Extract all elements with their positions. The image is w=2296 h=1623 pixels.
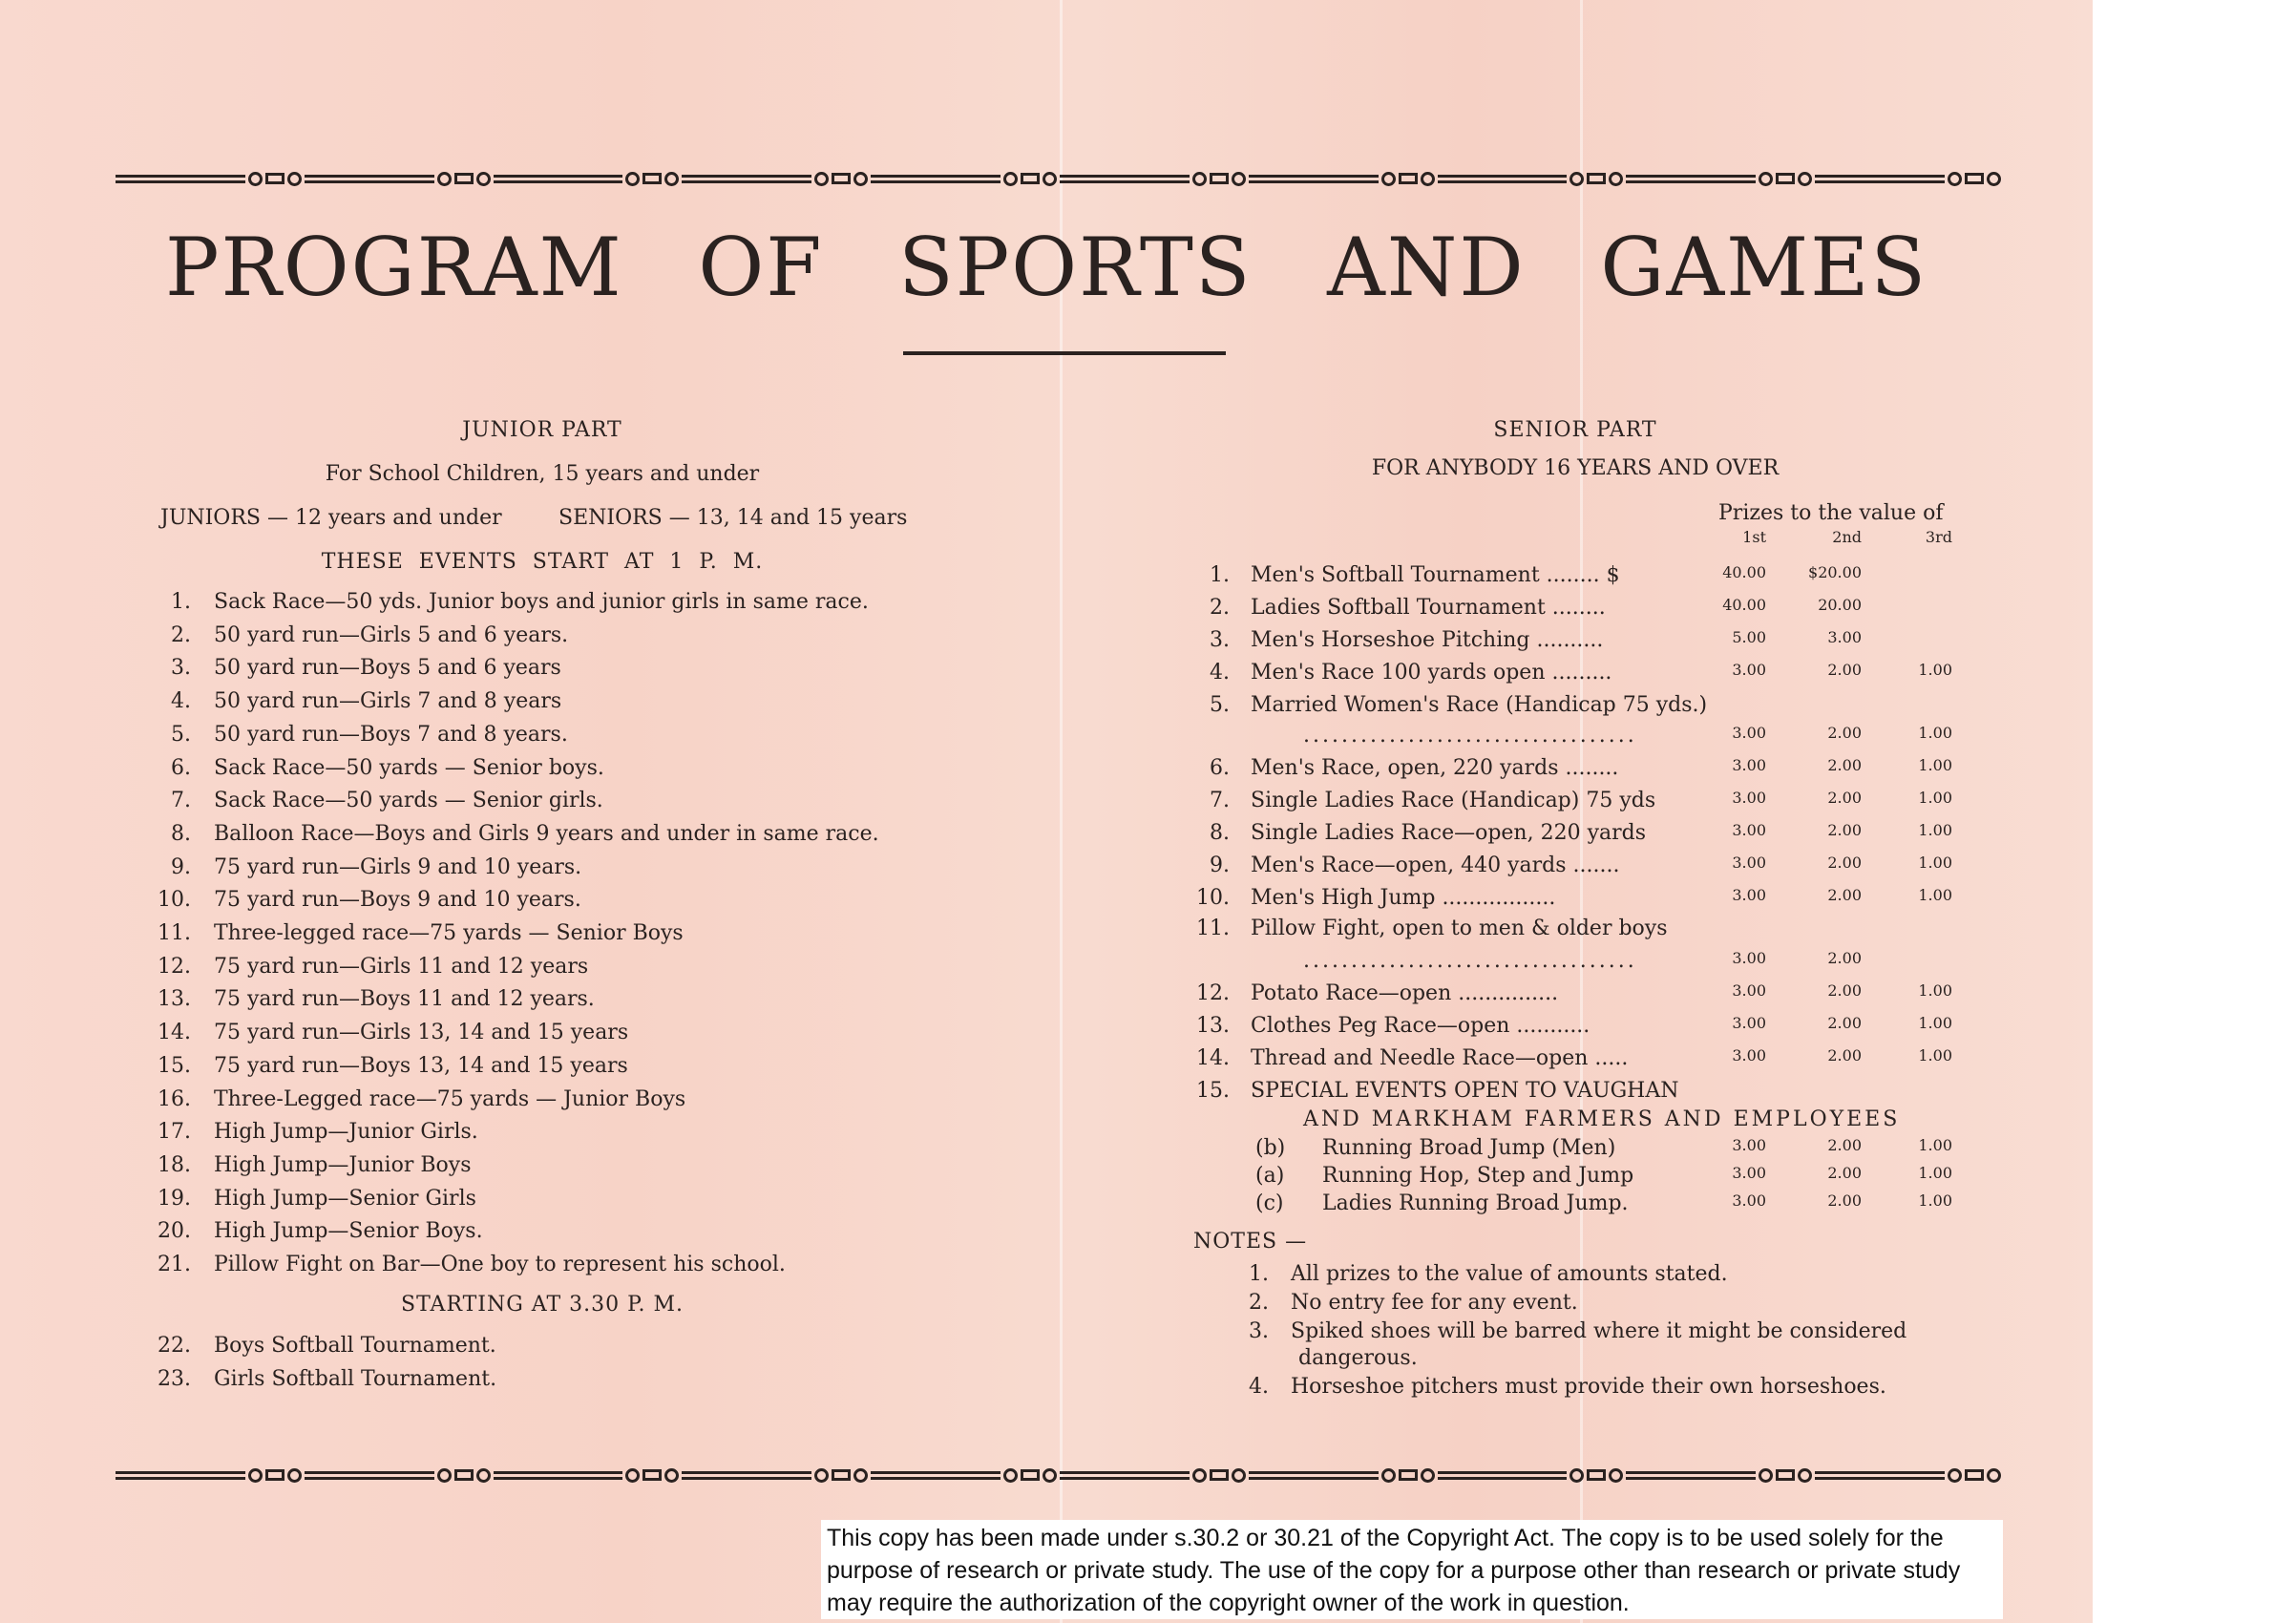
border-segment: [1626, 1471, 1756, 1480]
border-ornament: [1569, 1468, 1584, 1483]
event-number: 21.: [158, 1253, 191, 1276]
border-segment: [1060, 1471, 1190, 1480]
border-segment: [1249, 175, 1379, 183]
border-ornament: [248, 172, 263, 186]
event-number: 5.: [171, 722, 191, 747]
event-text: High Jump—Senior Boys.: [214, 1219, 483, 1244]
prize-1st: 3.00: [1732, 1136, 1766, 1154]
event-text: 50 yard run—Girls 5 and 6 years.: [214, 622, 569, 647]
event-text: 75 yard run—Boys 13, 14 and 15 years: [214, 1053, 628, 1078]
border-ornament: [664, 172, 679, 186]
border-ornament: [1210, 1469, 1229, 1481]
junior-subheading: For School Children, 15 years and under: [325, 462, 760, 486]
notes-heading: NOTES —: [1193, 1230, 1308, 1254]
special-event-key: (c): [1255, 1191, 1284, 1215]
prize-2nd: 2.00: [1827, 1014, 1862, 1032]
note-text: Spiked shoes will be barred where it might be considered: [1291, 1319, 1907, 1343]
prize-2nd: 2.00: [1827, 789, 1862, 807]
border-ornament: [1399, 1469, 1418, 1481]
event-number: 3.: [171, 656, 191, 681]
event-text: Men's Race, open, 220 yards ........: [1251, 756, 1619, 780]
event-text: AND MARKHAM FARMERS AND EMPLOYEES: [1303, 1107, 1901, 1131]
event-number: 20.: [158, 1219, 191, 1244]
event-number: 17.: [158, 1120, 191, 1145]
event-text: High Jump—Senior Girls: [214, 1186, 476, 1211]
prize-3rd: 1.00: [1918, 886, 1952, 904]
border-segment: [305, 175, 434, 183]
prize-1st: 3.00: [1732, 949, 1766, 967]
prize-1st: 3.00: [1732, 854, 1766, 872]
special-event-text: Running Hop, Step and Jump: [1322, 1164, 1634, 1188]
prize-1st: 3.00: [1732, 821, 1766, 839]
special-event-key: (a): [1255, 1164, 1285, 1188]
page-title: PROGRAM OF SPORTS AND GAMES: [164, 221, 1928, 314]
border-ornament: [287, 1468, 302, 1483]
prize-3rd: 1.00: [1918, 756, 1952, 774]
border-segment: [1438, 1471, 1568, 1480]
border-ornament: [1759, 172, 1773, 186]
copyright-notice: This copy has been made under s.30.2 or 30.21 of the Copyright Act. The copy is to be used solely for the purpose of research or private study. The use of the copy for a purpose other than research or private study may require the authorization of the copyright owner of the work in question.: [821, 1520, 2003, 1619]
event-text: Pillow Fight, open to men & older boys: [1251, 917, 1668, 940]
event-text: Three-Legged race—75 yards — Junior Boys: [214, 1086, 686, 1111]
event-text: Sack Race—50 yards — Senior girls.: [214, 789, 603, 813]
event-text: 75 yard run—Girls 13, 14 and 15 years: [214, 1021, 629, 1045]
prize-3rd: 1.00: [1918, 854, 1952, 872]
border-ornament: [437, 1468, 452, 1483]
border-ornament: [1948, 172, 1962, 186]
event-number: 11.: [1196, 917, 1230, 940]
event-text: Clothes Peg Race—open ...........: [1251, 1014, 1590, 1038]
prize-2nd: 2.00: [1827, 949, 1862, 967]
event-number: 11.: [158, 921, 191, 945]
border-ornament: [1798, 172, 1812, 186]
event-number: 6.: [171, 755, 191, 780]
event-text: 75 yard run—Boys 9 and 10 years.: [214, 888, 581, 913]
event-number: 13.: [158, 987, 191, 1012]
event-text: Sack Race—50 yards — Senior boys.: [214, 755, 604, 780]
event-text: Boys Softball Tournament.: [214, 1334, 496, 1358]
event-text: Men's Race 100 yards open .........: [1251, 661, 1612, 685]
prize-2nd: 20.00: [1818, 596, 1862, 614]
border-segment: [494, 175, 623, 183]
event-number: 12.: [158, 954, 191, 979]
special-event-text: Running Broad Jump (Men): [1322, 1136, 1616, 1160]
event-text: 75 yard run—Girls 9 and 10 years.: [214, 854, 582, 879]
event-number: 19.: [158, 1186, 191, 1211]
event-text: High Jump—Junior Girls.: [214, 1120, 478, 1145]
border-segment: [682, 175, 811, 183]
event-text: Men's High Jump .................: [1251, 886, 1556, 910]
border-ornament: [1021, 1469, 1040, 1481]
prize-3rd: 1.00: [1918, 821, 1952, 839]
border-ornament: [1003, 1468, 1018, 1483]
event-text: Men's Horseshoe Pitching ..........: [1251, 628, 1604, 652]
event-number: 4.: [171, 689, 191, 714]
border-ornament: [664, 1468, 679, 1483]
event-text: Thread and Needle Race—open .....: [1251, 1046, 1629, 1070]
border-ornament: [1421, 172, 1435, 186]
junior-start-heading: THESE EVENTS START AT 1 P. M.: [321, 550, 764, 574]
border-ornament: [1609, 1468, 1623, 1483]
prize-1st: 3.00: [1732, 789, 1766, 807]
event-text: 50 yard run—Boys 5 and 6 years: [214, 656, 561, 681]
border-ornament: [853, 172, 868, 186]
border-ornament: [265, 1469, 284, 1481]
border-ornament: [642, 173, 662, 184]
prize-3rd: 1.00: [1918, 724, 1952, 742]
border-ornament: [265, 173, 284, 184]
border-ornament: [1381, 172, 1396, 186]
border-ornament: [625, 172, 640, 186]
prize-3rd: 1.00: [1918, 1014, 1952, 1032]
prize-2nd: $20.00: [1808, 563, 1862, 581]
junior-heading: JUNIOR PART: [462, 418, 622, 442]
event-text: 75 yard run—Boys 11 and 12 years.: [214, 987, 595, 1012]
ornamental-border-top: [113, 170, 2001, 187]
event-text: Three-legged race—75 yards — Senior Boys: [214, 921, 684, 945]
border-segment: [1060, 175, 1190, 183]
prize-2nd: 2.00: [1827, 724, 1862, 742]
event-text: Potato Race—open ...............: [1251, 981, 1559, 1005]
prize-2nd: 2.00: [1827, 1136, 1862, 1154]
border-segment: [1438, 175, 1568, 183]
border-ornament: [1609, 172, 1623, 186]
prize-3rd: 1.00: [1918, 661, 1952, 679]
event-number: 13.: [1196, 1014, 1230, 1038]
prize-1st: 3.00: [1732, 886, 1766, 904]
border-segment: [116, 1471, 245, 1480]
senior-heading: SENIOR PART: [1493, 418, 1657, 442]
border-ornament: [814, 172, 829, 186]
event-number: 6.: [1210, 756, 1230, 780]
note-number: 4.: [1249, 1375, 1269, 1399]
border-ornament: [1776, 173, 1795, 184]
prize-1st: 3.00: [1732, 756, 1766, 774]
border-segment: [494, 1471, 623, 1480]
prize-col-2nd: 2nd: [1832, 528, 1862, 546]
prize-3rd: 1.00: [1918, 1191, 1952, 1210]
border-ornament: [1587, 173, 1606, 184]
event-text: Married Women's Race (Handicap 75 yds.): [1251, 693, 1708, 717]
border-segment: [871, 175, 1001, 183]
prize-2nd: 2.00: [1827, 1046, 1862, 1064]
prize-1st: 3.00: [1732, 1164, 1766, 1182]
event-number: 8.: [1210, 821, 1230, 845]
border-segment: [116, 175, 245, 183]
prize-1st: 40.00: [1722, 596, 1766, 614]
event-number: 2.: [1210, 596, 1230, 620]
event-number: 3.: [1210, 628, 1230, 652]
event-text: Balloon Race—Boys and Girls 9 years and under in same race.: [214, 821, 879, 846]
event-text: 50 yard run—Girls 7 and 8 years: [214, 689, 562, 714]
prize-1st: 5.00: [1732, 628, 1766, 646]
prize-1st: 3.00: [1732, 724, 1766, 742]
border-ornament: [642, 1469, 662, 1481]
prize-3rd: 1.00: [1918, 1164, 1952, 1182]
event-text: 50 yard run—Boys 7 and 8 years.: [214, 722, 568, 747]
border-ornament: [1003, 172, 1018, 186]
title-underline: [903, 351, 1226, 355]
border-ornament: [625, 1468, 640, 1483]
border-ornament: [1569, 172, 1584, 186]
event-number: 7.: [171, 789, 191, 813]
event-number: 15.: [158, 1053, 191, 1078]
event-text: ...................................: [1303, 949, 1637, 973]
event-text: Girls Softball Tournament.: [214, 1367, 497, 1391]
prize-2nd: 2.00: [1827, 821, 1862, 839]
prize-3rd: 1.00: [1918, 789, 1952, 807]
event-number: 15.: [1196, 1079, 1230, 1103]
border-ornament: [1043, 1468, 1057, 1483]
prize-2nd: 3.00: [1827, 628, 1862, 646]
prizes-label: Prizes to the value of: [1718, 501, 1944, 525]
prize-2nd: 2.00: [1827, 854, 1862, 872]
border-ornament: [1948, 1468, 1962, 1483]
event-text: SPECIAL EVENTS OPEN TO VAUGHAN: [1251, 1079, 1679, 1103]
prize-col-1st: 1st: [1742, 528, 1766, 546]
seniors-age-label: SENIORS — 13, 14 and 15 years: [558, 506, 908, 530]
border-segment: [682, 1471, 811, 1480]
event-text: Men's Softball Tournament ........ $: [1251, 563, 1620, 587]
prize-2nd: 2.00: [1827, 1164, 1862, 1182]
prize-1st: 3.00: [1732, 1014, 1766, 1032]
event-number: 2.: [171, 622, 191, 647]
border-ornament: [1399, 173, 1418, 184]
note-text: dangerous.: [1298, 1346, 1418, 1370]
border-ornament: [454, 173, 474, 184]
border-ornament: [1192, 172, 1207, 186]
border-ornament: [1776, 1469, 1795, 1481]
border-ornament: [1587, 1469, 1606, 1481]
border-ornament: [832, 1469, 851, 1481]
border-ornament: [1987, 172, 2001, 186]
special-event-text: Ladies Running Broad Jump.: [1322, 1191, 1629, 1215]
prize-3rd: 1.00: [1918, 981, 1952, 1000]
border-ornament: [1210, 173, 1229, 184]
border-ornament: [814, 1468, 829, 1483]
senior-subheading: FOR ANYBODY 16 YEARS AND OVER: [1371, 456, 1780, 480]
border-ornament: [1232, 172, 1246, 186]
prize-2nd: 2.00: [1827, 886, 1862, 904]
prize-col-3rd: 3rd: [1925, 528, 1952, 546]
border-ornament: [1043, 172, 1057, 186]
border-ornament: [832, 173, 851, 184]
note-text: No entry fee for any event.: [1291, 1291, 1578, 1315]
border-segment: [871, 1471, 1001, 1480]
event-text: Sack Race—50 yds. Junior boys and junior girls in same race.: [214, 590, 869, 614]
event-text: High Jump—Junior Boys: [214, 1152, 472, 1177]
event-text: Ladies Softball Tournament ........: [1251, 596, 1606, 620]
border-ornament: [1192, 1468, 1207, 1483]
event-number: 18.: [158, 1152, 191, 1177]
border-ornament: [1021, 173, 1040, 184]
special-event-key: (b): [1255, 1136, 1286, 1160]
event-number: 8.: [171, 821, 191, 846]
border-ornament: [454, 1469, 474, 1481]
event-number: 9.: [171, 854, 191, 879]
prize-3rd: 1.00: [1918, 1136, 1952, 1154]
event-number: 7.: [1210, 789, 1230, 812]
event-number: 22.: [158, 1334, 191, 1358]
prize-1st: 40.00: [1722, 563, 1766, 581]
border-ornament: [1965, 1469, 1984, 1481]
border-segment: [1815, 1471, 1945, 1480]
border-ornament: [1965, 173, 1984, 184]
event-text: Single Ladies Race—open, 220 yards: [1251, 821, 1647, 845]
border-ornament: [1381, 1468, 1396, 1483]
border-ornament: [437, 172, 452, 186]
juniors-age-label: JUNIORS — 12 years and under: [160, 506, 502, 530]
note-text: All prizes to the value of amounts stated.: [1291, 1262, 1728, 1286]
border-segment: [305, 1471, 434, 1480]
border-ornament: [1232, 1468, 1246, 1483]
event-number: 10.: [158, 888, 191, 913]
event-text: ...................................: [1303, 724, 1637, 748]
border-ornament: [476, 172, 491, 186]
event-text: Single Ladies Race (Handicap) 75 yds: [1251, 789, 1656, 812]
note-number: 3.: [1249, 1319, 1269, 1343]
border-ornament: [476, 1468, 491, 1483]
event-number: 23.: [158, 1367, 191, 1391]
prize-1st: 3.00: [1732, 981, 1766, 1000]
border-ornament: [1798, 1468, 1812, 1483]
event-number: 14.: [158, 1021, 191, 1045]
event-number: 9.: [1210, 854, 1230, 877]
prize-2nd: 2.00: [1827, 981, 1862, 1000]
event-number: 10.: [1196, 886, 1230, 910]
note-number: 2.: [1249, 1291, 1269, 1315]
note-text: Horseshoe pitchers must provide their own horseshoes.: [1291, 1375, 1886, 1399]
border-ornament: [853, 1468, 868, 1483]
border-ornament: [1421, 1468, 1435, 1483]
event-text: Men's Race—open, 440 yards .......: [1251, 854, 1620, 877]
event-number: 1.: [1210, 563, 1230, 587]
event-number: 1.: [171, 590, 191, 614]
ornamental-border-bottom: [113, 1466, 2001, 1484]
event-text: 75 yard run—Girls 11 and 12 years: [214, 954, 589, 979]
prize-2nd: 2.00: [1827, 1191, 1862, 1210]
event-number: 12.: [1196, 981, 1230, 1005]
border-ornament: [287, 172, 302, 186]
prize-2nd: 2.00: [1827, 756, 1862, 774]
prize-1st: 3.00: [1732, 1046, 1766, 1064]
event-number: 14.: [1196, 1046, 1230, 1070]
prize-1st: 3.00: [1732, 661, 1766, 679]
border-ornament: [1759, 1468, 1773, 1483]
note-number: 1.: [1249, 1262, 1269, 1286]
event-number: 4.: [1210, 661, 1230, 685]
event-text: Pillow Fight on Bar—One boy to represent his school.: [214, 1253, 786, 1276]
border-ornament: [248, 1468, 263, 1483]
prize-1st: 3.00: [1732, 1191, 1766, 1210]
border-segment: [1815, 175, 1945, 183]
event-number: 5.: [1210, 693, 1230, 717]
border-segment: [1626, 175, 1756, 183]
event-number: 16.: [158, 1086, 191, 1111]
prize-2nd: 2.00: [1827, 661, 1862, 679]
border-ornament: [1987, 1468, 2001, 1483]
junior-later-heading: STARTING AT 3.30 P. M.: [401, 1293, 684, 1317]
border-segment: [1249, 1471, 1379, 1480]
prize-3rd: 1.00: [1918, 1046, 1952, 1064]
